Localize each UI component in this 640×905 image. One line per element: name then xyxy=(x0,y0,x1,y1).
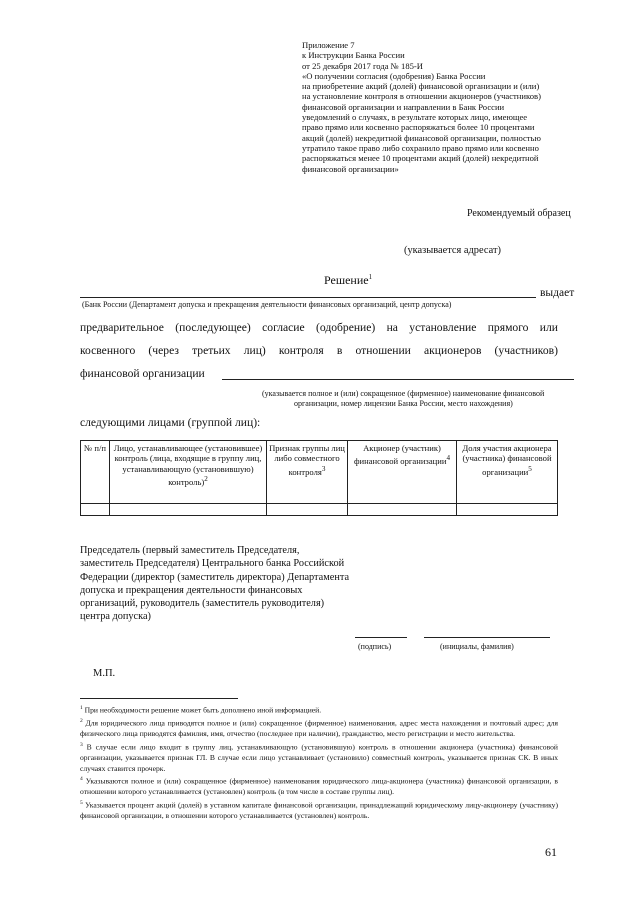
table-header-cell xyxy=(457,441,558,504)
appendix-line: уведомлений о случаях, в результате которых лицо, имеющее xyxy=(302,112,528,123)
organization-fill-line xyxy=(222,379,574,380)
body-line: финансовой организации xyxy=(80,367,205,380)
footnote-text: Указываются полное и (или) сокращенное (фирменное) наименования юридического лица-акционера (участника) финансовой организации, в отношении которого устанавливается (установлен) контроль (в том числе в составе группы лиц). xyxy=(80,776,558,797)
organization-caption: организации, номер лицензии Банка России, место нахождения) xyxy=(294,399,513,408)
table-cell xyxy=(348,504,457,516)
recommended-sample-label: Рекомендуемый образец xyxy=(467,208,571,219)
body-line: косвенного (через третьих лиц) контроля в отношении акционеров (участников) xyxy=(80,344,558,357)
title-footnote-ref: 1 xyxy=(368,273,373,281)
header-footnote-ref: 4 xyxy=(446,454,451,463)
signer-position: Председатель (первый заместитель Председателя, заместитель Председателя) Центрального банка Российской Федерации (директор (заместитель директора) Департамента допуска и прекращения деятельности финансовых организаций, руководитель (заместитель руководителя) центра допуска) xyxy=(80,545,350,623)
footnote xyxy=(80,703,558,716)
footnote-number: 4 xyxy=(80,776,83,783)
table-header-cell xyxy=(81,441,110,504)
issuer-fill-line xyxy=(80,297,536,298)
footnote xyxy=(80,774,558,798)
footnote xyxy=(80,798,558,822)
header-footnote-ref: 2 xyxy=(204,475,208,484)
footnote-text: Для юридического лица приводятся полное и (или) сокращенное (фирменное) наименования, адрес места нахождения и почтовый адрес; для физического лица приводятся фамилия, имя, отчество (последнее при наличии), гражданство, место регистрации и место жительства. xyxy=(80,718,558,739)
footnote-number: 5 xyxy=(80,799,83,806)
appendix-line: на приобретение акций (долей) финансовой организации и (или) xyxy=(302,81,540,92)
footnote-text: При необходимости решение может быть дополнено иной информацией. xyxy=(84,705,322,715)
table-cell xyxy=(110,504,267,516)
gives-word: выдает xyxy=(540,287,575,299)
appendix-line: Приложение 7 xyxy=(302,40,355,50)
footnote-number: 1 xyxy=(80,705,83,711)
appendix-line: на установление контроля в отношении акционеров (участников) xyxy=(302,91,541,102)
organization-caption: (указывается полное и (или) сокращенное (фирменное) наименование финансовой xyxy=(262,389,545,398)
header-text: Акционер (участник) финансовой организации xyxy=(353,443,447,467)
appendix-line: от 25 декабря 2017 года № 185-И xyxy=(302,60,423,71)
header-footnote-ref: 3 xyxy=(321,464,326,473)
appendix-line: утратило такое право либо сохранило право прямо или косвенно xyxy=(302,142,539,153)
header-text: Доля участия акционера (участника) финансовой организации xyxy=(462,443,552,477)
addressee-placeholder: (указывается адресат) xyxy=(404,245,501,256)
controllers-table xyxy=(80,440,558,516)
title-text: Решение xyxy=(324,273,369,287)
table-row xyxy=(81,504,558,516)
page-number: 61 xyxy=(545,845,557,859)
appendix-line: финансовой организации и направлении в Банк России xyxy=(302,101,505,112)
footnotes xyxy=(80,703,558,822)
appendix-line: распоряжаться менее 10 процентами акций (долей) некредитной xyxy=(302,153,539,164)
footnote-text: Указывается процент акций (долей) в уставном капитале финансовой организации, принадлежащий юридическому лицу-акционеру (участнику) финансовой организации, в отношении которого устанавливается (установлен) контроль. xyxy=(80,800,558,820)
table-header-cell xyxy=(348,441,457,504)
signature-line xyxy=(355,637,407,638)
body-line: предварительное (последующее) согласие (одобрение) на установление прямого или xyxy=(80,321,558,334)
table-cell xyxy=(267,504,348,516)
table-header-cell xyxy=(110,441,267,504)
document-title xyxy=(324,273,372,288)
table-header-row xyxy=(81,441,558,504)
table-cell xyxy=(457,504,558,516)
header-text: Лицо, устанавливающее (установившее) контроль (лица, входящие в группу лиц, устанавливающую (установившую) контроль) xyxy=(113,443,263,488)
header-text: Признак группы лиц либо совместного контроля xyxy=(269,443,345,477)
footnote-number: 2 xyxy=(80,718,83,725)
body-line: следующими лицами (группой лиц): xyxy=(80,416,261,429)
footnote xyxy=(80,740,558,774)
footnote xyxy=(80,716,558,740)
appendix-line: к Инструкции Банка России xyxy=(302,50,405,61)
signature-caption: (подпись) xyxy=(358,642,392,651)
footnote-separator xyxy=(80,698,238,699)
initials-line xyxy=(424,637,550,638)
footnote-text: В случае если лицо входит в группу лиц, устанавливающую (установившую) контроль в отношении акционера (участника) финансовой организации, указывается признак ГЛ. В случае если лицо устанавливает (установило) совместный контроль, указывается признак СК. В иных случаях ставится прочерк. xyxy=(80,742,558,773)
appendix-line: финансовой организации» xyxy=(302,163,399,174)
issuer-caption: (Банк России (Департамент допуска и прекращения деятельности финансовых организаций, центр допуска) xyxy=(82,300,452,309)
appendix-line: «О получении согласия (одобрения) Банка России xyxy=(302,70,486,81)
header-footnote-ref: 5 xyxy=(528,464,532,473)
initials-caption: (инициалы, фамилия) xyxy=(440,642,514,651)
table-header-cell xyxy=(267,441,348,504)
stamp-place: М.П. xyxy=(93,668,116,679)
appendix-line: акций (долей) некредитной финансовой организации, полностью xyxy=(302,132,541,143)
appendix-header xyxy=(302,40,602,174)
header-text: № п/п xyxy=(84,443,106,453)
appendix-line: право прямо или косвенно распоряжаться более 10 процентами xyxy=(302,122,535,133)
table-cell xyxy=(81,504,110,516)
footnote-number: 3 xyxy=(80,741,83,748)
